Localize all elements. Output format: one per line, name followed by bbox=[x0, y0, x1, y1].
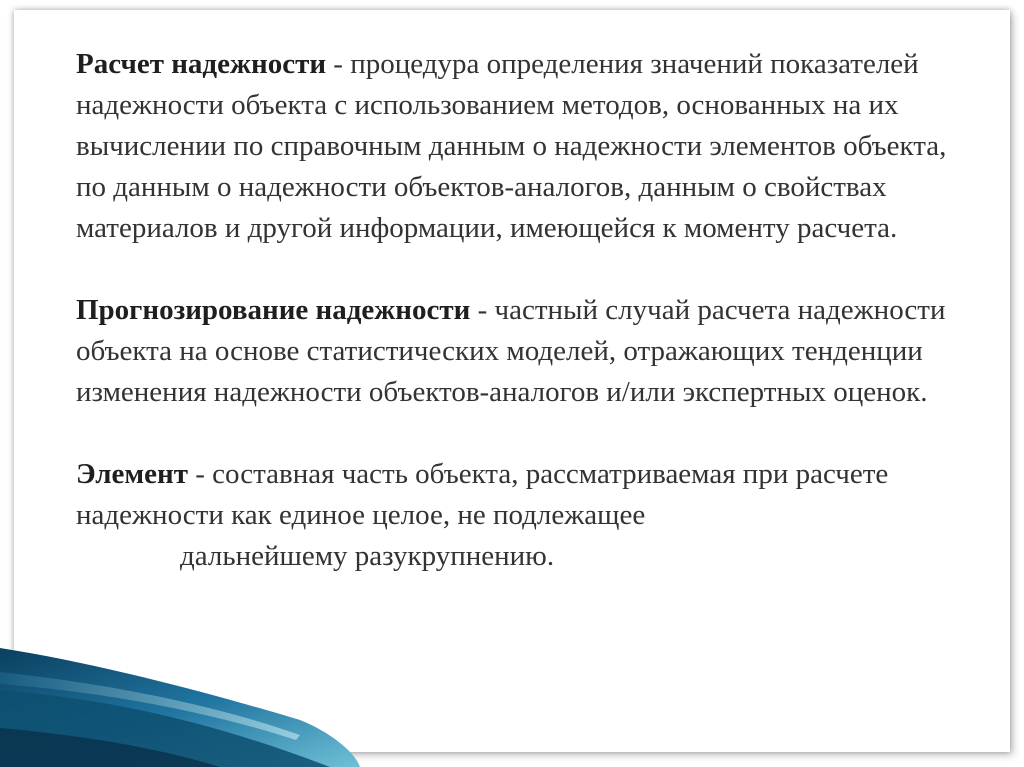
definition-paragraph bbox=[76, 44, 956, 249]
term: Расчет надежности bbox=[76, 48, 327, 80]
term: Элемент bbox=[76, 458, 189, 490]
term: Прогнозирование надежности bbox=[76, 294, 471, 326]
text-content bbox=[76, 44, 956, 618]
definition-text: - составная часть объекта, рассматриваемая при расчете надежности как единое целое, не подлежащее bbox=[76, 458, 889, 531]
definition-paragraph bbox=[76, 454, 956, 577]
definition-text-tail: дальнейшему разукрупнению. bbox=[180, 540, 555, 572]
definition-text: - процедура определения значений показателей надежности объекта с использованием методов, основанных на их вычислении по справочным данным о надежности элементов объекта, по данным о надежности объектов-аналогов, данным о свойствах материалов и другой информации, имеющейся к моменту расчета. bbox=[76, 48, 947, 244]
definition-paragraph bbox=[76, 290, 956, 413]
definition-text: - частный случай расчета надежности объекта на основе статистических моделей, отражающих тенденции изменения надежности объектов-аналогов и/или экспертных оценок. bbox=[76, 294, 946, 408]
